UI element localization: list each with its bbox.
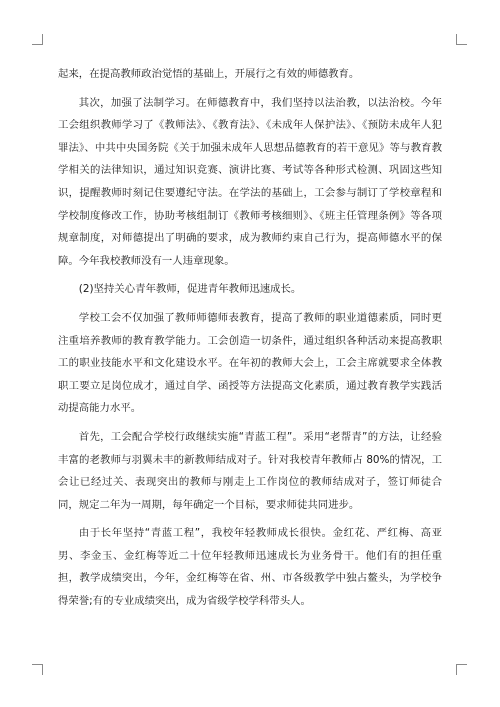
crop-mark-top-left [32, 34, 43, 45]
crop-mark-top-right [456, 34, 467, 45]
crop-mark-bottom-right [456, 664, 467, 675]
paragraph-continuation: 起来，在提高教师政治觉悟的基础上，开展行之有效的师德教育。 [58, 68, 360, 80]
paragraph-qinglan-project: 首先，工会配合学校行政继续实施“青蓝工程”。采用“老帮青”的方法，让经验丰富的老教师与羽翼未丰的新教师结成对子。针对我校青年教师占 80%的情况，工会让已经过关、表现突出的教师与刚走上工作岗位的教师结成对子，签订师徒合同，规定二年为一周期，每年确定一个目标，要求师徒共同进步。 [58, 430, 442, 511]
paragraph-heading-young-teachers: (2)坚持关心青年教师，促进青年教师迅速成长。 [78, 283, 302, 296]
crop-mark-bottom-left [32, 664, 43, 675]
paragraph-union-training: 学校工会不仅加强了教师师德师表教育，提高了教师的职业道德素质，同时更注重培养教师的教育教学能力。工会创造一切条件，通过组织各种活动来提高教职工的职业技能水平和文化建设水平。在年初的教师大会上，工会主席就要求全体教职工要立足岗位成才，通过自学、函授等方法提高文化素质，通过教育教学实践活动提高能力水平。 [58, 311, 442, 415]
paragraph-results: 由于长年坚持“青蓝工程”，我校年轻教师成长很快。金红花、严红梅、高亚男、李金玉、金红梅等近二十位年轻教师迅速成长为业务骨干。他们有的担任重担，教学成绩突出，今年，金红梅等在省、州、市各级教学中独占鳌头，为学校争得荣誉;有的专业成绩突出，成为省级学校学科带头人。 [58, 527, 442, 608]
document-body [58, 63, 442, 619]
paragraph-legal-study: 其次，加强了法制学习。在师德教育中，我们坚持以法治教，以法治校。今年工会组织教师学习了《教师法》、《教育法》、《未成年人保护法》、《预防未成年人犯罪法》、中共中央国务院《关于加强未成年人思想品德教育的若干意见》等与教育教学相关的法律知识，通过知识竞赛、演讲比赛、考试等各种形式检测、巩固这些知识，提醒教师时刻记住要遵纪守法。在学法的基础上，工会参与制订了学校章程和学校制度修改工作，协助考核组制订《教师考核细则》、《班主任管理条例》等各项规章制度，对师德提出了明确的要求，成为教师约束自己行为，提高师德水平的保障。今年我校教师没有一人违章现象。 [58, 96, 442, 267]
